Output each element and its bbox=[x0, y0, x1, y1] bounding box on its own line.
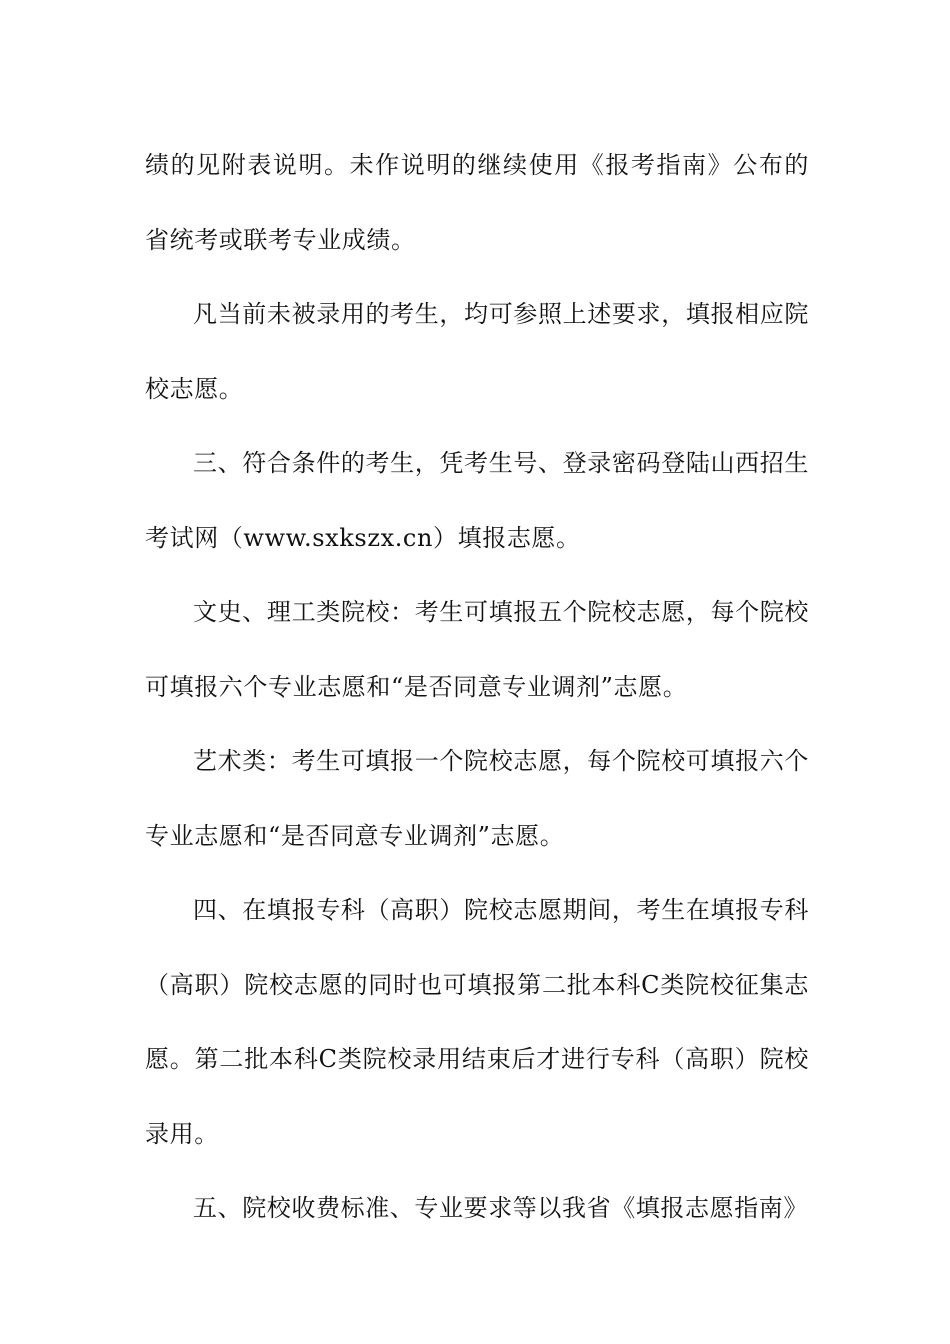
paragraph-liberal-science: 文史、理工类院校：考生可填报五个院校志愿，每个院校可填报六个专业志愿和“是否同意专业调剂”志愿。 bbox=[145, 598, 809, 701]
document-body bbox=[145, 128, 809, 1246]
paragraph-arts: 艺术类：考生可填报一个院校志愿，每个院校可填报六个专业志愿和“是否同意专业调剂”志愿。 bbox=[145, 747, 809, 850]
paragraph-section-four: 四、在填报专科（高职）院校志愿期间，考生在填报专科（高职）院校志愿的同时也可填报第二批本科C类院校征集志愿。第二批本科C类院校录用结束后才进行专科（高职）院校录用。 bbox=[145, 896, 809, 1148]
paragraph-unadmitted-candidates: 凡当前未被录用的考生，均可参照上述要求，填报相应院校志愿。 bbox=[145, 300, 809, 403]
paragraph-section-three: 三、符合条件的考生，凭考生号、登录密码登陆山西招生考试网（www.sxkszx.cn）填报志愿。 bbox=[145, 449, 809, 552]
paragraph-section-five: 五、院校收费标准、专业要求等以我省《填报志愿指南》 bbox=[193, 1194, 808, 1222]
paragraph-continuation: 绩的见附表说明。未作说明的继续使用《报考指南》公布的省统考或联考专业成绩。 bbox=[145, 151, 809, 254]
